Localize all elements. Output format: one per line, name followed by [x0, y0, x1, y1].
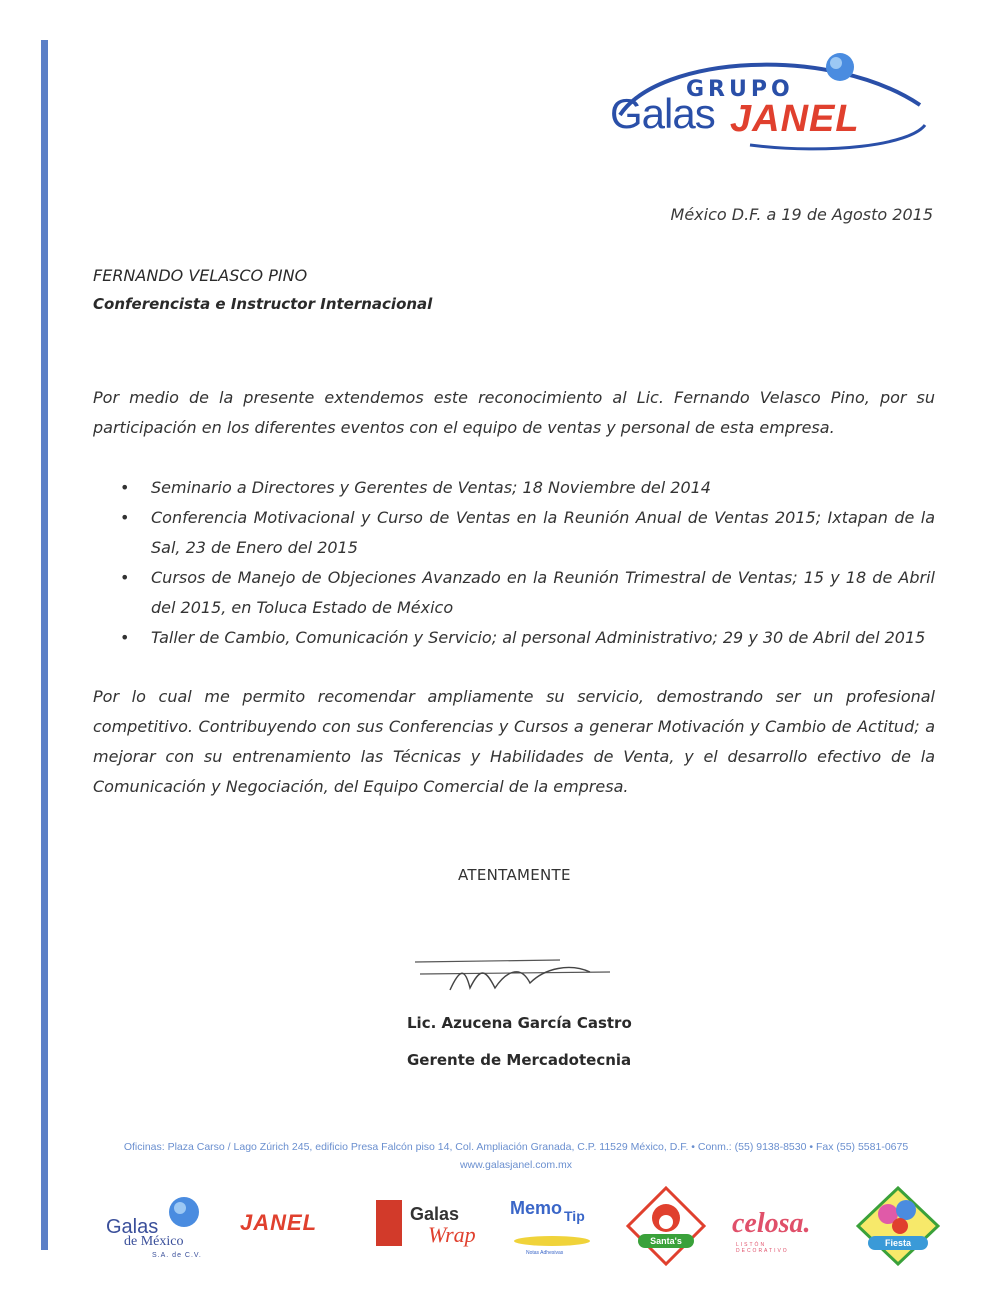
fiesta-logo — [856, 1186, 940, 1266]
logo-grupo-text: GRUPO — [686, 77, 794, 102]
galas-mexico-line1: Galas — [106, 1216, 159, 1238]
event-text: Taller de Cambio, Comunicación y Servicio; al personal Administrativo; 29 y 30 de Abril del 2015 — [151, 628, 926, 647]
santas-label: Santa's — [638, 1234, 694, 1248]
closing-text: ATENTAMENTE — [458, 866, 571, 884]
memo-text: Memo — [510, 1198, 563, 1218]
fiesta-balloons-icon — [856, 1186, 940, 1266]
left-margin-bar — [41, 40, 48, 1250]
letter-date: México D.F. a 19 de Agosto 2015 — [670, 205, 933, 224]
galas-wrap-galas: Galas — [410, 1204, 460, 1224]
memo-swoosh-icon — [514, 1236, 590, 1246]
grupo-galas-janel-logo — [600, 45, 940, 155]
event-text: Seminario a Directores y Gerentes de Ventas; 18 Noviembre del 2014 — [151, 478, 711, 497]
intro-paragraph: Por medio de la presente extendemos este reconocimiento al Lic. Fernando Velasco Pino, por su participación en los diferentes eventos con el equipo de ventas y personal de esta empresa. — [93, 388, 935, 437]
celosa-logo — [732, 1208, 811, 1254]
event-text: Conferencia Motivacional y Curso de Ventas en la Reunión Anual de Ventas 2015; Ixtapan de la Sal, 23 de Enero del 2015 — [151, 508, 935, 557]
list-item — [100, 503, 935, 563]
bullet-icon: • — [120, 568, 130, 587]
bullet-icon: • — [120, 628, 130, 647]
list-item — [100, 563, 935, 623]
logo-galas-text: Galas — [610, 90, 715, 137]
galas-wrap-logo — [372, 1196, 482, 1256]
santas-logo — [626, 1186, 706, 1266]
recipient-role: Conferencista e Instructor Internacional — [93, 295, 433, 313]
footer-website[interactable]: www.galasjanel.com.mx — [459, 1159, 573, 1171]
brand-logos-row — [100, 1180, 950, 1270]
santa-badge-icon — [626, 1186, 706, 1266]
event-text: Cursos de Manejo de Objeciones Avanzado en la Reunión Trimestral de Ventas; 15 y 18 de Abril del 2015, en Toluca Estado de México — [151, 568, 935, 617]
event-list — [100, 473, 935, 653]
recipient-block — [93, 266, 432, 313]
signer-block — [407, 1005, 632, 1079]
recipient-name: FERNANDO VELASCO PINO — [93, 266, 308, 285]
janel-logo: JANEL — [240, 1210, 318, 1235]
signer-name: Lic. Azucena García Castro — [407, 1014, 632, 1032]
recommendation-paragraph: Por lo cual me permito recomendar ampliamente su servicio, demostrando ser un profesional competitivo. Contribuyendo con sus Conferencias y Cursos a generar Motivación y Cambio de Actitud; a mejorar con su entrenamiento las Técnicas y Habilidades de Venta, y el desarrollo efectivo de la Comunicación y Negociación, del Equipo Comercial de la empresa. — [93, 687, 935, 796]
list-item — [100, 623, 935, 653]
galas-mexico-line3: S.A. de C.V. — [152, 1252, 202, 1259]
celosa-sub: LISTÓN DECORATIVO — [736, 1242, 789, 1254]
list-item — [100, 473, 935, 503]
memo-sub-text: Notas Adhesivas — [526, 1250, 564, 1256]
tip-text: Tip — [564, 1208, 585, 1224]
celosa-name: celosa. — [732, 1208, 811, 1239]
footer-address: Oficinas: Plaza Carso / Lago Zúrich 245, edificio Presa Falcón piso 14, Col. Ampliación Granada, C.P. 11529 México, D.F. • Conm.: (55) 9138-8530 • Fax (55) 5581-0675 — [123, 1141, 909, 1153]
signer-title: Gerente de Mercadotecnia — [407, 1051, 632, 1069]
galas-de-mexico-logo — [106, 1190, 206, 1260]
handwritten-signature — [410, 948, 630, 998]
logo-janel-text: JANEL — [730, 98, 860, 140]
bullet-icon: • — [120, 508, 130, 527]
galas-mexico-line2: de México — [124, 1234, 184, 1249]
bullet-icon: • — [120, 478, 130, 497]
wrap-box-icon — [376, 1200, 402, 1246]
galas-wrap-wrap: Wrap — [428, 1222, 476, 1247]
fiesta-label: Fiesta — [868, 1236, 928, 1250]
memo-tip-logo — [508, 1190, 598, 1260]
